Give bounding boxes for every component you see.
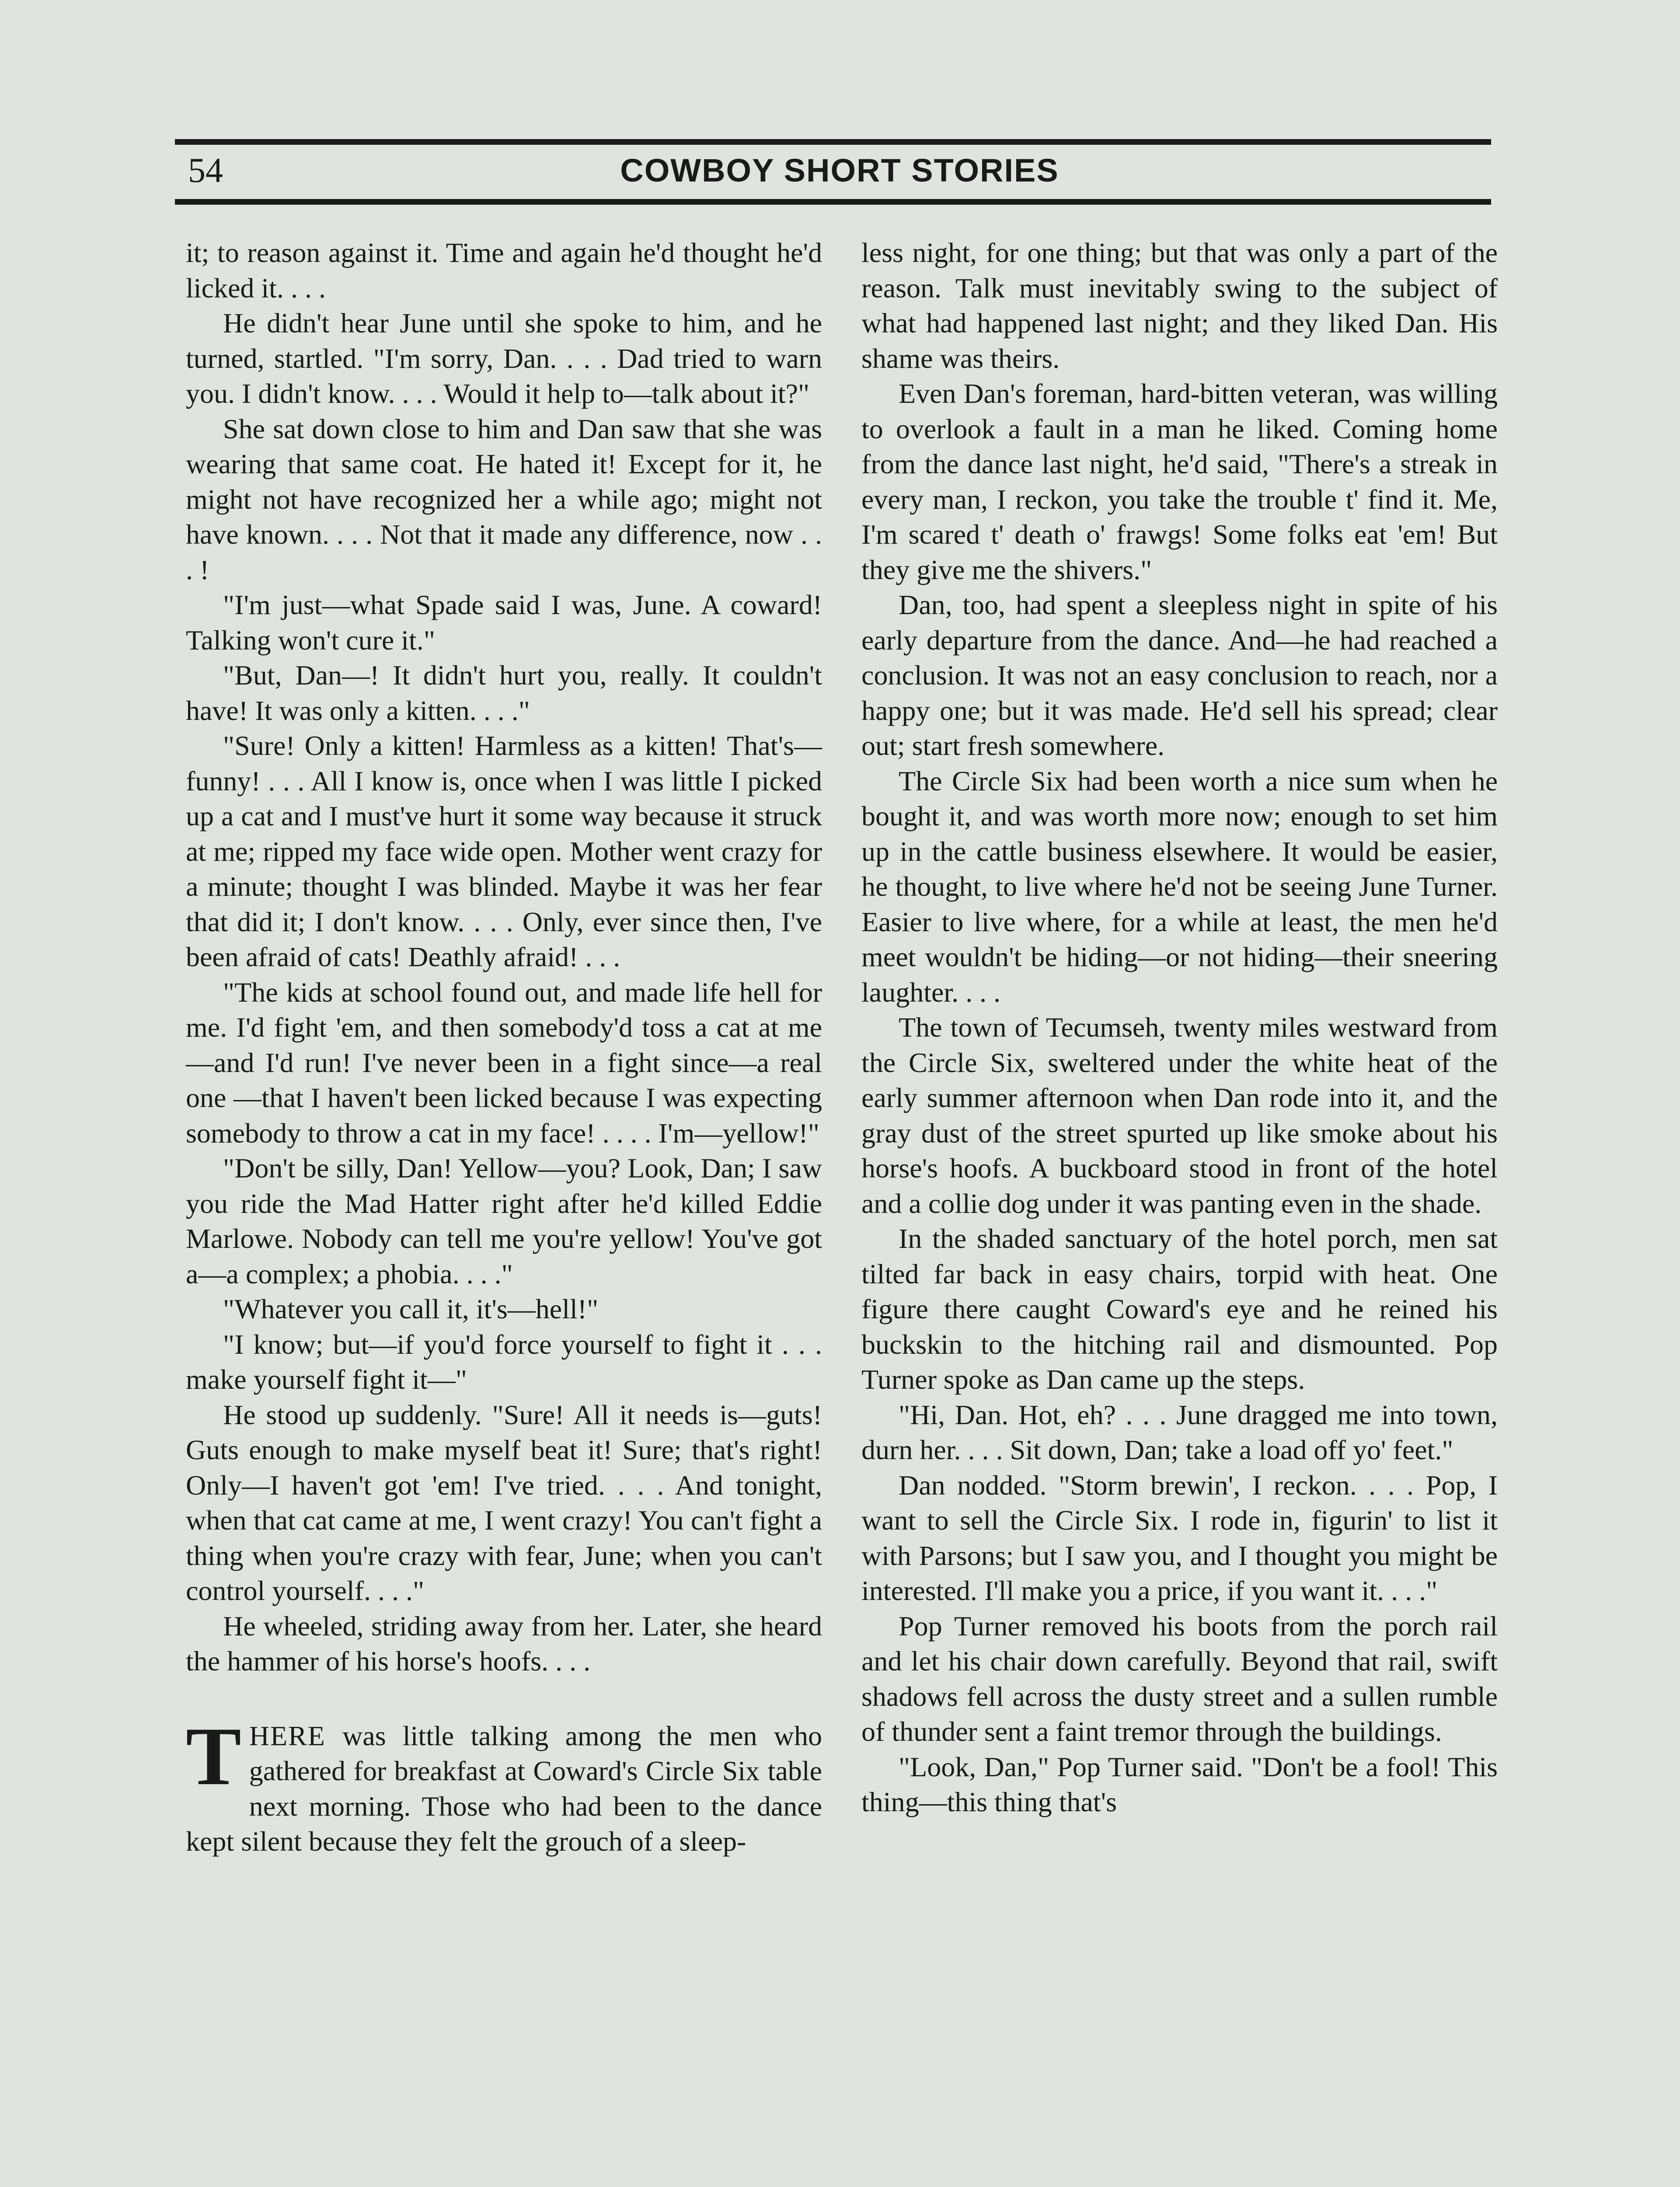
paragraph: Pop Turner removed his boots from the porch rail and let his chair down carefully. Beyond that rail, swift shadows fell across the dusty street and a sullen rumble of thunder sent a faint tremor through the buildings. <box>861 1610 1498 1747</box>
paragraph: The Circle Six had been worth a nice sum when he bought it, and was worth more now; enough to set him up in the cattle business elsewhere. It would be easier, he thought, to live where he'd not be seeing June Turner. Easier to live where, for a while at least, the men he'd meet wouldn't be hiding—or not hiding—their sneering laughter. . . . <box>861 765 1498 1008</box>
paragraph: He didn't hear June until she spoke to him, and he turned, startled. "I'm sorry, Dan. . . . Dad tried to warn you. I didn't know. . . . Would it help to—talk about it?" <box>186 307 822 409</box>
paragraph: He stood up suddenly. "Sure! All it needs is—guts! Guts enough to make myself beat it! Sure; that's right! Only—I haven't got 'em! I've tried. . . . And tonight, when that cat came at me, I went crazy! You can't fight a thing when you're crazy with fear, June; when you can't control yourself. . . ." <box>186 1399 822 1606</box>
running-title: COWBOY SHORT STORIES <box>620 152 1059 189</box>
paragraph: "Whatever you call it, it's—hell!" <box>223 1293 599 1324</box>
drop-cap: T <box>186 1710 241 1803</box>
paragraph: "But, Dan—! It didn't hurt you, really. It couldn't have! It was only a kitten. . . ." <box>186 660 822 726</box>
paragraph: "The kids at school found out, and made life hell for me. I'd fight 'em, and then somebody'd toss a cat at me—and I'd run! I've never been in a fight since—a real one —that I haven't been licked because I was expecting somebody to throw a cat in my face! . . . . I'm—yellow!" <box>186 976 822 1149</box>
section-break <box>186 1679 822 1719</box>
paragraph: "I'm just—what Spade said I was, June. A coward! Talking won't cure it." <box>186 589 822 656</box>
page-number: 54 <box>188 151 223 190</box>
right-column <box>861 235 1498 1820</box>
paragraph: "Sure! Only a kitten! Harmless as a kitten! That's—funny! . . . All I know is, once when I was little I picked up a cat and I must've hurt it some way because it struck at me; ripped my face wide open. Mother went crazy for a minute; thought I was blinded. Maybe it was her fear that did it; I don't know. . . . Only, ever since then, I've been afraid of cats! Deathly afraid! . . . <box>186 730 822 972</box>
paragraph: "Don't be silly, Dan! Yellow—you? Look, Dan; I saw you ride the Mad Hatter right after he'd killed Eddie Marlowe. Nobody can tell me you're yellow! You've got a—a complex; a phobia. . . ." <box>186 1153 822 1289</box>
paragraph: Dan, too, had spent a sleepless night in spite of his early departure from the dance. And—he had reached a conclusion. It was not an easy conclusion to reach, nor a happy one; but it was made. He'd sell his spread; clear out; start fresh somewhere. <box>861 589 1498 761</box>
top-rule <box>175 139 1491 145</box>
header-rule <box>175 199 1491 205</box>
paragraph: "I know; but—if you'd force yourself to fight it . . . make yourself fight it—" <box>186 1328 822 1395</box>
paragraph: He wheeled, striding away from her. Later, she heard the hammer of his horse's hoofs. . . . <box>186 1610 822 1677</box>
left-column <box>186 235 822 1859</box>
paragraph: She sat down close to him and Dan saw that she was wearing that same coat. He hated it! Except for it, he might not have recognized her a while ago; might not have known. . . . Not that it made any difference, now . . . ! <box>186 413 822 585</box>
paragraph: Dan nodded. "Storm brewin', I reckon. . . . Pop, I want to sell the Circle Six. I rode in, figurin' to list it with Parsons; but I saw you, and I thought you might be interested. I'll make you a price, if you want it. . . ." <box>861 1469 1498 1606</box>
paragraph: The town of Tecumseh, twenty miles westward from the Circle Six, sweltered under the white heat of the early summer afternoon when Dan rode into it, and the gray dust of the street spurted up like smoke about his horse's hoofs. A buckboard stood in front of the hotel and a collie dog under it was panting even in the shade. <box>861 1012 1498 1219</box>
paragraph: it; to reason against it. Time and again he'd thought he'd licked it. . . . <box>186 237 822 304</box>
section-opening-paragraph <box>186 1710 822 1859</box>
paragraph: Even Dan's foreman, hard-bitten veteran, was willing to overlook a fault in a man he liked. Coming home from the dance last night, he'd said, "There's a streak in every man, I reckon, you take the trouble t' find it. Me, I'm scared t' death o' frawgs! Some folks eat 'em! But they give me the shivers." <box>861 378 1498 585</box>
paragraph: less night, for one thing; but that was only a part of the reason. Talk must inevitably swing to the subject of what had happened last night; and they liked Dan. His shame was theirs. <box>861 237 1498 374</box>
small-caps-run: HERE <box>249 1720 326 1751</box>
section-text: was little talking among the men who gathered for breakfast at Coward's Circle Six table next morning. Those who had been to the dance kept silent because they felt the grouch of a sleep- <box>186 1720 822 1857</box>
paragraph: "Hi, Dan. Hot, eh? . . . June dragged me into town, durn her. . . . Sit down, Dan; take a load off yo' feet." <box>861 1399 1498 1465</box>
paragraph: "Look, Dan," Pop Turner said. "Don't be a fool! This thing—this thing that's <box>861 1751 1498 1817</box>
paragraph: In the shaded sanctuary of the hotel porch, men sat tilted far back in easy chairs, torpid with heat. One figure there caught Coward's eye and he reined his buckskin to the hitching rail and dismounted. Pop Turner spoke as Dan came up the steps. <box>861 1223 1498 1395</box>
